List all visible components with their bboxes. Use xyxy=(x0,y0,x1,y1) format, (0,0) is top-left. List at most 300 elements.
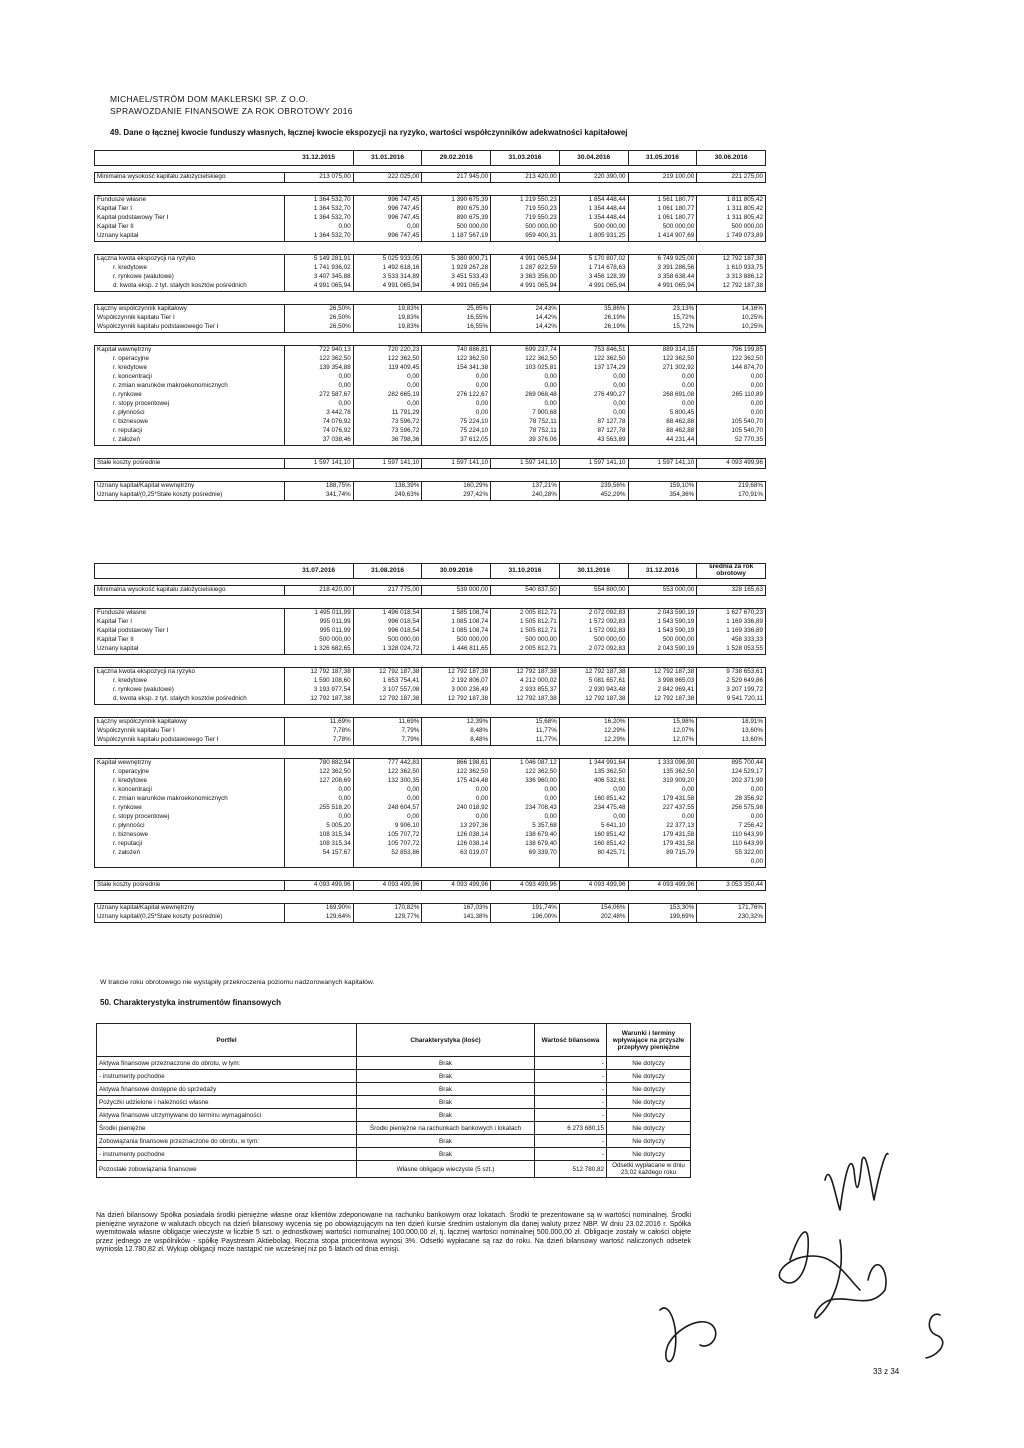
value-cell: 3 193 977,54 xyxy=(285,686,354,695)
terms-cell: Nie dotyczy xyxy=(607,1096,691,1109)
value-cell: 500 000,00 xyxy=(422,636,491,645)
value-cell: 1 354 448,44 xyxy=(559,205,628,214)
value-cell: 14,42% xyxy=(491,314,560,323)
value-cell: 2 072 092,83 xyxy=(559,609,628,619)
value-cell: 4 093 499,96 xyxy=(422,881,491,891)
row-label: r. biznesowe xyxy=(95,831,285,840)
value-cell: 7,79% xyxy=(353,736,422,746)
spacer-cell xyxy=(95,446,766,459)
value-cell: 1 492 618,16 xyxy=(353,264,422,273)
value-cell: 0,00 xyxy=(422,786,491,795)
value-cell: 1 653 754,41 xyxy=(353,677,422,686)
table-row xyxy=(95,822,766,831)
section-49-title: 49. Dane o łącznej kwocie funduszy własnych, łącznej kwocie ekspozycji na ryzyko, wartości współczynników adekwatności kapitałowej xyxy=(110,128,628,137)
value-cell: 996 747,45 xyxy=(353,196,422,206)
spacer-row xyxy=(95,166,766,173)
terms-cell: Nie dotyczy xyxy=(607,1070,691,1083)
spacer-row xyxy=(95,579,766,586)
row-label: Uznany kapitał xyxy=(95,645,285,655)
value-cell: 3 207 199,72 xyxy=(697,686,766,695)
value-cell: 7,79% xyxy=(353,727,422,736)
value-cell: 135 362,50 xyxy=(559,768,628,777)
value-cell: 1 364 532,70 xyxy=(285,196,354,206)
value-cell: 1 561 180,77 xyxy=(628,196,697,206)
value-cell: 1 364 532,70 xyxy=(285,205,354,214)
value-cell: 1 061 180,77 xyxy=(628,214,697,223)
value-cell: 12 792 187,38 xyxy=(422,695,491,705)
value-cell: 1 714 678,63 xyxy=(559,264,628,273)
value-cell: 12 792 187,38 xyxy=(285,695,354,705)
table-row xyxy=(95,736,766,746)
value-cell: 500 000,00 xyxy=(422,223,491,232)
value-cell: 1 805 931,25 xyxy=(559,232,628,242)
value-cell: 160 851,42 xyxy=(559,795,628,804)
row-label: r. zmian warunków makroekonomicznych xyxy=(95,382,285,391)
book-value-cell: - xyxy=(535,1148,607,1161)
spacer-cell xyxy=(95,292,766,305)
value-cell: 319 909,20 xyxy=(628,777,697,786)
row-label: r. kredytowe xyxy=(95,264,285,273)
value-cell: 12,29% xyxy=(559,727,628,736)
value-cell: 256 575,98 xyxy=(697,804,766,813)
value-cell: 220 390,00 xyxy=(559,173,628,183)
value-cell: 1 741 936,02 xyxy=(285,264,354,273)
row-label: Minimalna wysokość kapitału założycielskiego xyxy=(95,586,285,596)
value-cell: 110 643,99 xyxy=(697,840,766,849)
value-cell: 122 362,50 xyxy=(559,355,628,364)
value-cell: 12,07% xyxy=(628,727,697,736)
characteristic-cell: Brak xyxy=(357,1109,535,1122)
row-label: r. rynkowe (walutowe) xyxy=(95,273,285,282)
value-cell: 37 612,05 xyxy=(422,436,491,446)
value-cell: 78 752,11 xyxy=(491,427,560,436)
value-cell: 139 354,88 xyxy=(285,364,354,373)
table-row xyxy=(97,1161,691,1178)
value-cell: 126 038,14 xyxy=(422,831,491,840)
table-row xyxy=(95,627,766,636)
value-cell: 1 311 805,42 xyxy=(697,205,766,214)
portfolio-cell: - instrumenty pochodne xyxy=(97,1148,357,1161)
value-cell: 0,00 xyxy=(628,813,697,822)
column-header: 31.12.2015 xyxy=(285,151,354,166)
value-cell: 4 991 065,94 xyxy=(285,282,354,292)
value-cell: 4 093 499,96 xyxy=(353,881,422,891)
row-label xyxy=(95,858,285,868)
table-row xyxy=(95,255,766,265)
column-header: Charakterystyka (ilość) xyxy=(357,1024,535,1057)
value-cell: 2 005 812,71 xyxy=(491,645,560,655)
value-cell: 89 715,79 xyxy=(628,849,697,858)
value-cell: 3 533 314,89 xyxy=(353,273,422,282)
column-header: 31.08.2016 xyxy=(353,564,422,579)
value-cell: 0,00 xyxy=(285,382,354,391)
value-cell: 1 326 682,65 xyxy=(285,645,354,655)
value-cell: 122 362,50 xyxy=(285,768,354,777)
value-cell: 890 675,39 xyxy=(422,214,491,223)
row-label: r. założeń xyxy=(95,436,285,446)
book-value-cell: 6 273 680,15 xyxy=(535,1122,607,1135)
signature-stroke xyxy=(926,1314,943,1358)
value-cell: 0,00 xyxy=(628,400,697,409)
value-cell: 0,00 xyxy=(697,373,766,382)
value-cell: 1 390 675,39 xyxy=(422,196,491,206)
value-cell: 0,00 xyxy=(285,400,354,409)
value-cell: 239,56% xyxy=(559,482,628,492)
table-row xyxy=(95,273,766,282)
value-cell: 1 169 336,89 xyxy=(697,627,766,636)
row-label: Współczynnik kapitału podstawowego Tier I xyxy=(95,736,285,746)
value-cell: 160 851,42 xyxy=(559,831,628,840)
header-cell-empty xyxy=(95,564,285,579)
value-cell: 719 550,23 xyxy=(491,205,560,214)
value-cell: 219 100,00 xyxy=(628,173,697,183)
table-row xyxy=(97,1070,691,1083)
value-cell: 1 543 590,19 xyxy=(628,627,697,636)
value-cell: 137,21% xyxy=(491,482,560,492)
row-label: r. rynkowe xyxy=(95,391,285,400)
row-label: r. rynkowe xyxy=(95,804,285,813)
value-cell: 154 341,38 xyxy=(422,364,491,373)
value-cell: 500 000,00 xyxy=(285,636,354,645)
value-cell: 175 424,48 xyxy=(422,777,491,786)
value-cell: 1 333 096,90 xyxy=(628,759,697,769)
table-row xyxy=(95,695,766,705)
value-cell: 6 749 925,00 xyxy=(628,255,697,265)
value-cell: 44 231,44 xyxy=(628,436,697,446)
value-cell: 12,29% xyxy=(559,736,628,746)
row-label: Kapitał wewnętrzny xyxy=(95,759,285,769)
section-49-note: W trakcie roku obrotowego nie wystąpiły przekroczenia poziomu nadzorowanych kapitałów. xyxy=(100,979,375,986)
section-50-title: 50. Charakterystyka instrumentów finansowych xyxy=(100,998,281,1007)
header-company: MICHAEL/STRÖM DOM MAKLERSKI SP. Z O.O. xyxy=(110,94,309,104)
value-cell: 108 315,34 xyxy=(285,840,354,849)
column-header: średnia za rok obrotowy xyxy=(697,564,766,579)
value-cell: 500 000,00 xyxy=(697,223,766,232)
value-cell: 4 991 065,94 xyxy=(491,255,560,265)
value-cell xyxy=(491,858,560,868)
value-cell: 26,19% xyxy=(559,314,628,323)
value-cell: 43 563,89 xyxy=(559,436,628,446)
characteristic-cell: Brak xyxy=(357,1083,535,1096)
book-value-cell: - xyxy=(535,1135,607,1148)
value-cell: 132 300,35 xyxy=(353,777,422,786)
table-row xyxy=(95,759,766,769)
row-label: Kapitał Tier II xyxy=(95,636,285,645)
table-row xyxy=(95,786,766,795)
value-cell: 0,00 xyxy=(697,786,766,795)
terms-cell: Odsetki wypłacane w dniu 23,02 każdego roku xyxy=(607,1161,691,1178)
value-cell: 1 414 907,69 xyxy=(628,232,697,242)
value-cell: 78 752,11 xyxy=(491,418,560,427)
value-cell: 13,60% xyxy=(697,727,766,736)
table-row xyxy=(97,1096,691,1109)
value-cell: 227 437,55 xyxy=(628,804,697,813)
value-cell xyxy=(353,858,422,868)
value-cell: 1 929 267,28 xyxy=(422,264,491,273)
value-cell: 63 019,07 xyxy=(422,849,491,858)
value-cell: 52 853,86 xyxy=(353,849,422,858)
value-cell: 55 322,00 xyxy=(697,849,766,858)
value-cell: 179 431,58 xyxy=(628,795,697,804)
value-cell: 0,00 xyxy=(697,409,766,418)
value-cell: 12 792 187,38 xyxy=(422,668,491,678)
table-row xyxy=(95,491,766,501)
row-label: Uznany kapitał/Kapitał wewnętrzny xyxy=(95,482,285,492)
value-cell: 719 550,23 xyxy=(491,214,560,223)
table-row xyxy=(95,609,766,619)
value-cell: 202 371,99 xyxy=(697,777,766,786)
value-cell: 1 854 448,44 xyxy=(559,196,628,206)
value-cell: 959 400,31 xyxy=(491,232,560,242)
portfolio-cell: Pożyczki udzielone i należności własne xyxy=(97,1096,357,1109)
value-cell: 5 800,45 xyxy=(628,409,697,418)
table-row xyxy=(95,904,766,914)
table-row xyxy=(95,205,766,214)
value-cell xyxy=(422,858,491,868)
value-cell: 11,69% xyxy=(285,718,354,728)
portfolio-cell: Aktywa finansowe przeznaczone do obrotu, w tym: xyxy=(97,1057,357,1070)
value-cell: 26,19% xyxy=(559,323,628,333)
value-cell: 1 597 141,10 xyxy=(422,459,491,469)
row-label: Kapitał Tier I xyxy=(95,618,285,627)
value-cell: 1 585 108,74 xyxy=(422,609,491,619)
table-row xyxy=(95,668,766,678)
row-label: Współczynnik kapitału podstawowego Tier I xyxy=(95,323,285,333)
value-cell: 0,00 xyxy=(353,223,422,232)
value-cell: 2 529 649,86 xyxy=(697,677,766,686)
value-cell: 0,00 xyxy=(628,373,697,382)
value-cell: 336 960,00 xyxy=(491,777,560,786)
value-cell: 3 391 286,56 xyxy=(628,264,697,273)
value-cell: 0,00 xyxy=(422,409,491,418)
book-value-cell: - xyxy=(535,1109,607,1122)
value-cell: 1 749 073,89 xyxy=(697,232,766,242)
row-label: Uznany kapitał/(0,25*Stałe koszty pośrednie) xyxy=(95,491,285,501)
value-cell: 0,00 xyxy=(697,400,766,409)
value-cell: 25,85% xyxy=(422,305,491,315)
value-cell: 105 707,72 xyxy=(353,831,422,840)
value-cell: 452,29% xyxy=(559,491,628,501)
row-label: Fundusze własne xyxy=(95,196,285,206)
value-cell: 0,00 xyxy=(491,400,560,409)
row-label: r. reputacji xyxy=(95,840,285,849)
value-cell: 1 364 532,70 xyxy=(285,232,354,242)
table-row xyxy=(95,849,766,858)
table-row xyxy=(95,196,766,206)
row-label: Uznany kapitał/(0,25*Stałe koszty pośrednie) xyxy=(95,913,285,923)
value-cell: 1 495 011,99 xyxy=(285,609,354,619)
value-cell: 1 590 108,60 xyxy=(285,677,354,686)
row-label: r. kredytowe xyxy=(95,777,285,786)
value-cell: 26,50% xyxy=(285,323,354,333)
table-row xyxy=(95,482,766,492)
value-cell: 170,91% xyxy=(697,491,766,501)
value-cell: 28 356,92 xyxy=(697,795,766,804)
value-cell: 996 018,54 xyxy=(353,618,422,627)
value-cell: 7 900,68 xyxy=(491,409,560,418)
value-cell: 2 043 590,19 xyxy=(628,609,697,619)
value-cell: 196,00% xyxy=(491,913,560,923)
table-row xyxy=(95,314,766,323)
table-row xyxy=(95,418,766,427)
value-cell: 2 933 855,37 xyxy=(491,686,560,695)
value-cell: 12 792 187,38 xyxy=(285,668,354,678)
value-cell: 0,00 xyxy=(491,813,560,822)
value-cell: 12 792 187,38 xyxy=(559,695,628,705)
value-cell: 119 409,45 xyxy=(353,364,422,373)
value-cell: 699 237,74 xyxy=(491,346,560,356)
table-row xyxy=(95,214,766,223)
row-label: r. reputacji xyxy=(95,427,285,436)
table-row xyxy=(95,813,766,822)
signature-stroke xyxy=(660,1308,716,1362)
table-row xyxy=(95,409,766,418)
table-row xyxy=(95,264,766,273)
value-cell: 341,74% xyxy=(285,491,354,501)
value-cell: 0,00 xyxy=(628,786,697,795)
value-cell: 122 362,50 xyxy=(422,355,491,364)
value-cell: 1 505 812,71 xyxy=(491,627,560,636)
value-cell: 10,25% xyxy=(697,323,766,333)
value-cell: 1 219 550,23 xyxy=(491,196,560,206)
table-row xyxy=(95,636,766,645)
value-cell: 22 377,13 xyxy=(628,822,697,831)
value-cell: 26,50% xyxy=(285,305,354,315)
book-value-cell: - xyxy=(535,1096,607,1109)
column-header: 31.05.2016 xyxy=(628,151,697,166)
row-label: Stałe koszty pośrednie xyxy=(95,459,285,469)
characteristic-cell: Brak xyxy=(357,1070,535,1083)
table-row xyxy=(97,1122,691,1135)
row-label: Kapitał wewnętrzny xyxy=(95,346,285,356)
row-label: Łączna kwota ekspozycji na ryzyko xyxy=(95,255,285,265)
row-label: r. biznesowe xyxy=(95,418,285,427)
value-cell: 0,00 xyxy=(422,813,491,822)
row-label: Kapitał Tier I xyxy=(95,205,285,214)
row-label: r. operacyjne xyxy=(95,768,285,777)
value-cell: 3 442,78 xyxy=(285,409,354,418)
value-cell: 1 610 933,75 xyxy=(697,264,766,273)
value-cell: 328 165,63 xyxy=(697,586,766,596)
spacer-row xyxy=(95,891,766,904)
value-cell: 0,00 xyxy=(422,382,491,391)
value-cell: 4 991 065,94 xyxy=(422,282,491,292)
value-cell: 14,16% xyxy=(697,305,766,315)
portfolio-cell: Zobowiązania finansowe przeznaczone do obrotu, w tym: xyxy=(97,1135,357,1148)
value-cell: 9 906,10 xyxy=(353,822,422,831)
table-row xyxy=(95,323,766,333)
value-cell: 213 420,00 xyxy=(491,173,560,183)
spacer-row xyxy=(95,292,766,305)
value-cell: 2 192 806,07 xyxy=(422,677,491,686)
value-cell: 4 093 499,96 xyxy=(285,881,354,891)
terms-cell: Nie dotyczy xyxy=(607,1109,691,1122)
table-row xyxy=(95,427,766,436)
value-cell: 213 075,00 xyxy=(285,173,354,183)
table-header-row xyxy=(95,151,766,166)
spacer-cell xyxy=(95,868,766,881)
value-cell: 141,38% xyxy=(422,913,491,923)
value-cell: 1 287 822,59 xyxy=(491,264,560,273)
value-cell: 4 991 065,94 xyxy=(353,282,422,292)
value-cell: 3 053 350,44 xyxy=(697,881,766,891)
value-cell: 12 792 187,38 xyxy=(353,668,422,678)
spacer-cell xyxy=(95,705,766,718)
financial-instruments-table xyxy=(96,1023,691,1178)
value-cell: 124 529,17 xyxy=(697,768,766,777)
value-cell: 0,00 xyxy=(559,786,628,795)
characteristic-cell: Środki pieniężne na rachunkach bankowych i lokatach xyxy=(357,1122,535,1135)
terms-cell: Nie dotyczy xyxy=(607,1122,691,1135)
value-cell: 500 000,00 xyxy=(628,636,697,645)
value-cell: 12 792 187,38 xyxy=(353,695,422,705)
column-header: 30.06.2016 xyxy=(697,151,766,166)
value-cell: 0,00 xyxy=(559,373,628,382)
value-cell: 780 882,94 xyxy=(285,759,354,769)
value-cell: 406 532,61 xyxy=(559,777,628,786)
value-cell: 103 025,81 xyxy=(491,364,560,373)
column-header: Wartość bilansowa xyxy=(535,1024,607,1057)
value-cell: 230,32% xyxy=(697,913,766,923)
value-cell: 127 208,69 xyxy=(285,777,354,786)
value-cell: 996 747,45 xyxy=(353,232,422,242)
value-cell: 5 081 657,61 xyxy=(559,677,628,686)
value-cell: 73 596,72 xyxy=(353,418,422,427)
spacer-cell xyxy=(95,579,766,586)
value-cell: 7,78% xyxy=(285,736,354,746)
row-label: d. kwota eksp. z tyt. stałych kosztów pośrednich xyxy=(95,695,285,705)
row-label: r. operacyjne xyxy=(95,355,285,364)
book-value-cell: - xyxy=(535,1057,607,1070)
value-cell: 1 187 567,19 xyxy=(422,232,491,242)
value-cell: 12 792 187,38 xyxy=(491,695,560,705)
value-cell: 122 362,50 xyxy=(697,355,766,364)
value-cell: 269 068,48 xyxy=(491,391,560,400)
spacer-cell xyxy=(95,746,766,759)
terms-cell: Nie dotyczy xyxy=(607,1083,691,1096)
value-cell: 179 431,58 xyxy=(628,840,697,849)
value-cell: 16,55% xyxy=(422,314,491,323)
value-cell: 219,68% xyxy=(697,482,766,492)
value-cell: 11,77% xyxy=(491,736,560,746)
value-cell: 5 641,10 xyxy=(559,822,628,831)
value-cell: 19,83% xyxy=(353,323,422,333)
value-cell: 122 362,50 xyxy=(353,355,422,364)
value-cell: 500 000,00 xyxy=(559,223,628,232)
characteristic-cell: Brak xyxy=(357,1057,535,1070)
spacer-row xyxy=(95,183,766,196)
value-cell: 500 000,00 xyxy=(628,223,697,232)
value-cell: 122 362,50 xyxy=(353,768,422,777)
value-cell: 2 005 812,71 xyxy=(491,609,560,619)
row-label: Uznany kapitał xyxy=(95,232,285,242)
value-cell: 138 679,40 xyxy=(491,831,560,840)
signature-stroke xyxy=(825,1153,888,1210)
row-label: Minimalna wysokość kapitału założycielskiego xyxy=(95,173,285,183)
value-cell: 4 093 499,96 xyxy=(697,459,766,469)
value-cell: 170,82% xyxy=(353,904,422,914)
value-cell: 1 446 811,65 xyxy=(422,645,491,655)
value-cell: 234 475,48 xyxy=(559,804,628,813)
value-cell: 1 169 336,89 xyxy=(697,618,766,627)
spacer-row xyxy=(95,705,766,718)
table-row xyxy=(95,881,766,891)
value-cell: 2 043 590,19 xyxy=(628,645,697,655)
value-cell: 996 018,54 xyxy=(353,627,422,636)
value-cell: 12 792 187,38 xyxy=(491,668,560,678)
value-cell: 36 798,36 xyxy=(353,436,422,446)
value-cell: 0,00 xyxy=(285,373,354,382)
